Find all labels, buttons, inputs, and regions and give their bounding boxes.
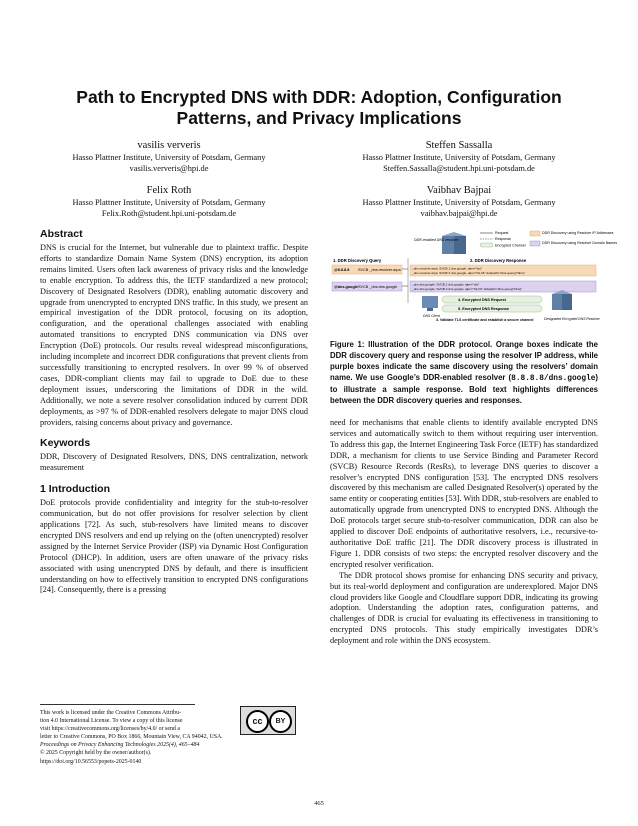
by-icon: BY bbox=[269, 710, 292, 733]
cc-icon: cc bbox=[246, 710, 269, 733]
caption-text-a: Figure 1: Illustration of the DDR protocol. Orange boxes indicate the DDR discovery query and response using the resolver IP address, while purple boxes indicate the same discovery using the resolvers’ domain name. We use Google’s DDR-enabled resolver ( bbox=[330, 340, 598, 382]
intro-paragraph: DoE protocols provide confidentiality and integrity for the stub-to-resolver communication, but do not offer provisions for resolver selection by client applications [72]. As such, stub-resolvers have limited means to discover encrypted DNS resolvers and end up relying on the (often unencrypted) resolver assigned by the Internet Service Provider (ISP) via Dynamic Host Configuration Protocol (DHCP). In addition, users are often unaware of the privacy risks associated with using unencrypted DNS by default, and there is insufficient understanding on how to effectively transition to encrypted DNS configurations [24]. Consequently, there is a pressing bbox=[40, 498, 308, 595]
author-affiliation: Hasso Plattner Institute, University of Potsdam, Germany bbox=[362, 198, 556, 207]
svg-text:_dns.dns.google. SVCB 1 dns.: _dns.dns.google. SVCB 1 dns.google. alpn="dot" bbox=[412, 282, 480, 287]
author-email: Felix.Roth@student.hpi.uni-potsdam.de bbox=[101, 209, 237, 218]
svg-text:DNS Client: DNS Client bbox=[423, 314, 440, 318]
svg-text:_dns.resolver.arpa. SVCB 1 d: _dns.resolver.arpa. SVCB 1 dns.google. alpn="dot" bbox=[412, 266, 483, 271]
step-1-label: 1. DDR Discovery Query bbox=[333, 258, 382, 263]
step-2-label: 2. DDR Discovery Response bbox=[470, 258, 527, 263]
resolver-server-icon bbox=[442, 232, 466, 254]
footer-rule bbox=[40, 704, 195, 705]
figure-1 bbox=[330, 228, 618, 333]
svg-text:_dns.dns.google. SVCB 2 dns.: _dns.dns.google. SVCB 2 dns.google. alpn="h2,h3" dohpath="/dns-query{?dns}" bbox=[412, 287, 523, 291]
cc-by-license-icon bbox=[240, 706, 296, 735]
svg-text:Encrypted Channel: Encrypted Channel bbox=[495, 243, 526, 248]
author-email: vaibhav.bajpai@hpi.de bbox=[420, 209, 498, 218]
abstract-text: DNS is crucial for the Internet, but vulnerable due to plaintext traffic. Despite efforts to standardize Domain Name System (DNS) encryption, its adoption remains limited. Users often lack awareness of privacy risks and the knowledge to enable encryption. To address this, the IETF standardized a new protocol; Discovery of Designated Resolvers (DDR), enabling automatic discovery and upgrade from unencrypted to encrypted DNS traffic. In this study, we present an empirical investigation of the DDR protocol, focusing on its adoption, configuration, and the operational challenges associated with enabling automated transitions to encrypted DNS communication via DNS over Encryption (DoE) protocols. Our results reveal widespread misconfigurations, including incomplete and incorrect DDR configurations that prevent clients from successfully transitioning to encrypted resolvers. In over 99 % of observed cases, DDR-compliant clients may fail to upgrade to DoE due to these deployment issues, underscoring the limitations of DDR in the wild. Additionally, we note a severe resolver consolidation induced by current DDR deployments, as >97 % of DDR-enabled resolvers delegate to major DNS cloud providers, raising concerns about privacy and governance. bbox=[40, 243, 308, 427]
caption-text-b: ) to illustrate a sample response. Bold text highlights differences between the DDR discovery queries and responses. bbox=[330, 372, 598, 405]
author-name: Felix Roth bbox=[146, 185, 192, 196]
right-paragraph-1: need for mechanisms that enable clients to identify available encrypted DNS services and automatically switch to them without requiring user intervention. To address this gap, the Internet Engineering Task Force (IETF) has standardized DDR, a mechanism for clients to use Service Binding and Parameter Record (SVCB) Resource Records (ResRs), to leverage DNS queries to discover a resolver’s encrypted DNS configuration [53]. The encrypted DNS resolvers discovered by this mechanism are called Designated Resolver(s) operated by the same entity or cooperating entities [53]. With DDR, stub-resolvers are enabled to automatically upgrade from unencrypted DNS to encrypted DNS. Although the DoE protocols target secure stub-to-resolver communication, DDR can also be applied to discover DoE endpoints of authoritative resolvers, i.e., recursive-to-authoritative DoE traffic [21]. The DDR discovery process is illustrated in Figure 1. DDR consists of two steps: the encrypted resolver discovery and the encrypted resolver verification. bbox=[330, 418, 598, 569]
page-number: 465 bbox=[314, 800, 324, 807]
footer-line: https://doi.org/10.56553/popets-2025-0140 bbox=[40, 758, 142, 765]
intro-heading: 1 Introduction bbox=[40, 483, 110, 496]
svg-text:@dns.google: @dns.google bbox=[334, 284, 358, 289]
svg-text:Request: Request bbox=[495, 231, 509, 236]
svg-text:Designated Encrypted DNS Resol: Designated Encrypted DNS Resolver bbox=[544, 317, 600, 321]
author-affiliation: Hasso Plattner Institute, University of Potsdam, Germany bbox=[72, 153, 266, 162]
figure-caption bbox=[330, 340, 598, 406]
author-email: Steffen.Sassalla@student.hpi.uni-potsdam.de bbox=[383, 164, 535, 173]
right-column bbox=[330, 418, 598, 647]
svg-text:_dns.resolver.arpa. SVCB 2 d: _dns.resolver.arpa. SVCB 2 dns.google. alpn="h2,h3" dohpath="/dns-query{?dns}" bbox=[412, 271, 525, 275]
license-footer bbox=[40, 704, 308, 766]
author-name: vasilis ververis bbox=[137, 140, 201, 151]
legend bbox=[480, 231, 617, 248]
svg-text:DDR Discovery using Resolver D: DDR Discovery using Resolver Domain Names bbox=[542, 241, 618, 246]
step-3-label: 3. Validate TLS certificate and establish a secure channel bbox=[436, 318, 534, 322]
paper-title: Path to Encrypted DNS with DDR: Adoption, Configuration Patterns, and Privacy Implications bbox=[76, 87, 562, 128]
footer-line: Proceedings on Privacy Enhancing Technologies 2025(4), 465–484 bbox=[40, 742, 200, 749]
keywords-heading: Keywords bbox=[40, 437, 91, 450]
author-email: vasilis.ververis@hpi.de bbox=[129, 164, 209, 173]
svg-text:SVCB _dns.resolver.arpa: SVCB _dns.resolver.arpa bbox=[358, 267, 401, 272]
author-3 bbox=[24, 184, 314, 219]
svg-text:@8.8.8.8: @8.8.8.8 bbox=[334, 267, 350, 272]
designated-resolver-icon bbox=[552, 290, 572, 310]
footer-line: © 2025 Copyright held by the owner/author(s). bbox=[40, 750, 152, 757]
author-2 bbox=[314, 139, 604, 174]
svg-text:4. Encrypted DNS Request: 4. Encrypted DNS Request bbox=[458, 298, 506, 302]
author-name: Vaibhav Bajpai bbox=[426, 185, 492, 196]
dns-client-icon bbox=[422, 296, 438, 311]
svg-text:5. Encrypted DNS Response: 5. Encrypted DNS Response bbox=[458, 307, 510, 311]
svg-text:DDR Discovery using Resolver I: DDR Discovery using Resolver IP Addresses bbox=[542, 231, 614, 236]
footer-line: This work is licensed under the Creative Commons Attribu- bbox=[40, 710, 182, 716]
caption-code: 8.8.8.8/dns.google bbox=[511, 374, 596, 383]
author-1 bbox=[24, 139, 314, 174]
footer-line: tion 4.0 International License. To view a copy of this license bbox=[40, 718, 183, 725]
ddr-diagram bbox=[330, 228, 618, 333]
resolver-label: DDR-enabled DNS resolver bbox=[414, 238, 459, 242]
svg-text:SVCB _dns.dns.google: SVCB _dns.dns.google bbox=[358, 284, 398, 289]
left-column bbox=[40, 228, 308, 596]
right-paragraph-2: The DDR protocol shows promise for enhancing DNS security and privacy, but its real-world deployment and configuration are underexplored. Major DNS cloud providers like Google and Cloudflare support DDR, indicating its growing adoption. Understanding the adoption rates, configuration patterns, and challenges of DDR is crucial for evaluating its effectiveness in transitioning to encrypted DNS protocols. This study empirically investigates DDR’s deployment and role within the DNS ecosystem. bbox=[330, 570, 598, 646]
abstract-heading: Abstract bbox=[40, 228, 83, 240]
svg-text:Response: Response bbox=[495, 237, 512, 242]
keywords-text: DDR, Discovery of Designated Resolvers, DNS, DNS centralization, network measurement bbox=[40, 452, 308, 473]
author-name: Steffen Sassalla bbox=[425, 140, 493, 151]
author-4 bbox=[314, 184, 604, 219]
footer-line: letter to Creative Commons, PO Box 1866, Mountain View, CA 94042, USA. bbox=[40, 734, 223, 741]
author-affiliation: Hasso Plattner Institute, University of Potsdam, Germany bbox=[362, 153, 556, 162]
footer-line: visit https://creativecommons.org/licenses/by/4.0/ or send a bbox=[40, 726, 180, 733]
author-affiliation: Hasso Plattner Institute, University of Potsdam, Germany bbox=[72, 198, 266, 207]
